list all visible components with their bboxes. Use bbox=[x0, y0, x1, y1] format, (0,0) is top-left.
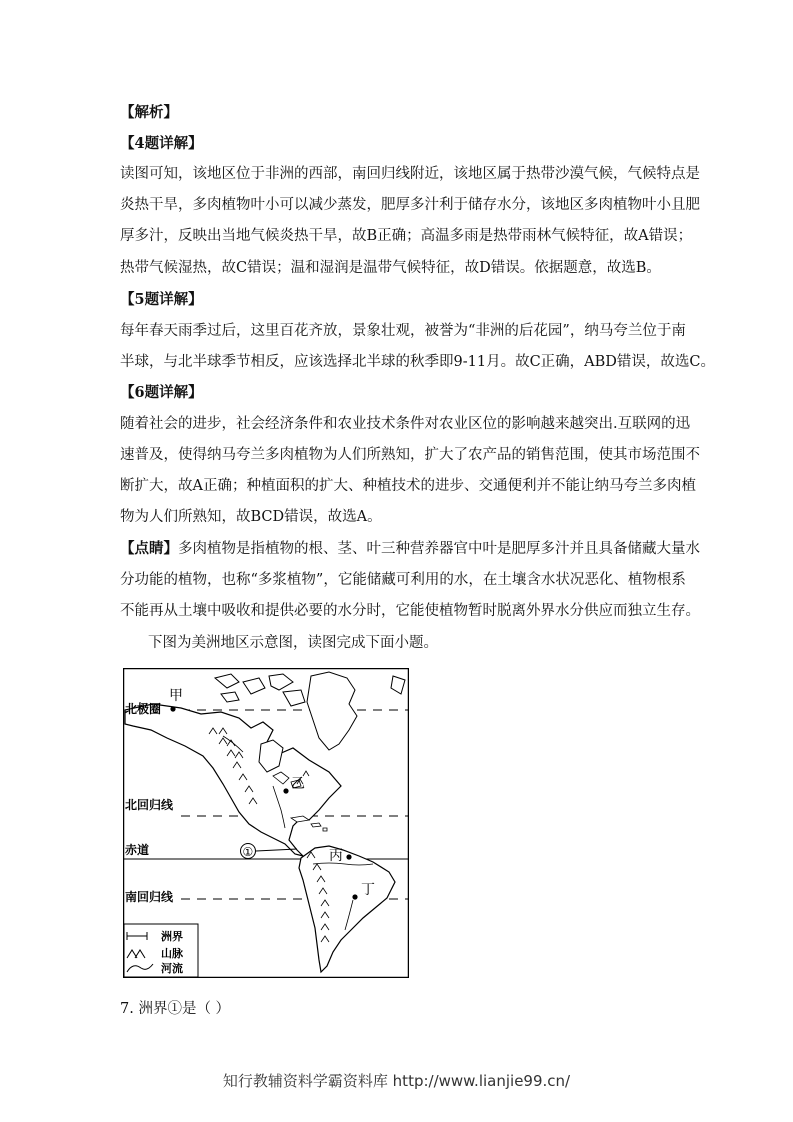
point-jia-dot bbox=[170, 706, 175, 711]
intro-text: 下图为美洲地区示意图，读图完成下面小题。 bbox=[148, 635, 438, 651]
label-yi: 乙 bbox=[291, 776, 305, 792]
q6-header: 【6题详解】 bbox=[120, 384, 203, 401]
label-bing: 丙 bbox=[329, 848, 343, 864]
q4-line-1: 读图可知，该地区位于非洲的西部，南回归线附近，该地区属于热带沙漠气候，气候特点是 bbox=[120, 166, 700, 182]
point-bing-dot bbox=[346, 854, 351, 859]
tip-text-1: 多肉植物是指植物的根、茎、叶三种营养器官中叶是肥厚多汁并且具备储藏大量水 bbox=[178, 541, 700, 557]
tip-line-2: 分功能的植物，也称“多浆植物”，它能储藏可利用的水，在土壤含水状况恶化、植物根系 bbox=[120, 572, 686, 588]
q6-line-1: 随着社会的进步，社会经济条件和农业技术条件对农业区位的影响越来越突出.互联网的迅 bbox=[120, 416, 691, 432]
legend-boundary-label: 洲界 bbox=[161, 930, 183, 943]
q5-line-2: 半球，与北半球季节相反，应该选择北半球的秋季即9-11月。故C正确，ABD错误，故选C。 bbox=[120, 354, 716, 370]
label-equator: 赤道 bbox=[125, 843, 150, 857]
legend-mountain-label: 山脉 bbox=[161, 947, 183, 960]
label-boundary-mark: ① bbox=[242, 845, 254, 859]
tip-line-1 bbox=[120, 539, 700, 559]
point-yi-dot bbox=[283, 788, 288, 793]
analysis-header: 【解析】 bbox=[120, 104, 178, 121]
q5-header: 【5题详解】 bbox=[120, 291, 203, 308]
tip-label: 【点睛】 bbox=[120, 540, 178, 557]
q6-line-4: 物为人们所熟知，故BCD错误，故选A。 bbox=[120, 509, 382, 525]
legend-river-label: 河流 bbox=[161, 962, 183, 975]
q6-line-2: 速普及，使得纳马夸兰多肉植物为人们所熟知，扩大了农产品的销售范围，使其市场范围不 bbox=[120, 447, 700, 463]
americas-map bbox=[123, 668, 409, 978]
point-ding-dot bbox=[352, 894, 357, 899]
q4-line-3: 厚多汁，反映出当地气候炎热干旱，故B正确；高温多雨是热带雨林气候特征，故A错误； bbox=[120, 228, 693, 244]
label-tropic-cancer: 北回归线 bbox=[125, 798, 174, 812]
q4-header: 【4题详解】 bbox=[120, 135, 203, 152]
q4-line-2: 炎热干旱，多肉植物叶小可以减少蒸发，肥厚多汁利于储存水分，该地区多肉植物叶小且肥 bbox=[120, 197, 700, 213]
q6-line-3: 断扩大，故A正确；种植面积的扩大、种植技术的进步、交通便利并不能让纳马夸兰多肉植 bbox=[120, 478, 696, 494]
q5-line-1: 每年春天雨季过后，这里百花齐放，景象壮观，被誉为“非洲的后花园”，纳马夸兰位于南 bbox=[120, 323, 686, 339]
q4-line-4: 热带气候湿热，故C错误；温和湿润是温带气候特征，故D错误。依据题意，故选B。 bbox=[120, 260, 661, 276]
label-arctic: 北极圈 bbox=[125, 702, 162, 716]
tip-line-3: 不能再从土壤中吸收和提供必要的水分时，它能使植物暂时脱离外界水分供应而独立生存。 bbox=[120, 603, 700, 619]
question-7: 7. 洲界①是（ ） bbox=[120, 1001, 231, 1017]
label-ding: 丁 bbox=[361, 882, 375, 898]
footer-watermark: 知行教辅资料学霸资料库 http://www.lianjie99.cn/ bbox=[222, 1072, 571, 1090]
label-tropic-capricorn: 南回归线 bbox=[125, 890, 174, 904]
label-jia: 甲 bbox=[169, 688, 183, 704]
